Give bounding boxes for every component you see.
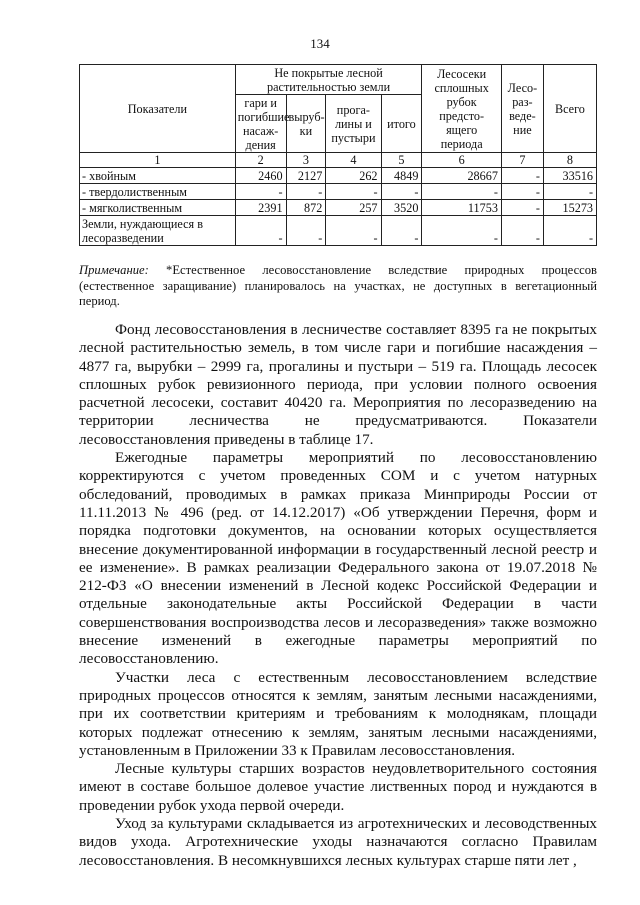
table-cell: - (326, 216, 381, 246)
column-number-row (80, 153, 597, 168)
paragraph: Участки леса с естественным лесовосстановлением вследствие природных процессов относятся к землям, занятым лесными насаждениями, при их соответствии критериям и требованиям к молоднякам, площади которых подлежат отнесению к землям, занятым лесными насаждениями, установленным в Приложении 33 к Правилам лесовосстановления. (79, 668, 597, 759)
col-number: 7 (501, 153, 543, 168)
header-total: итого (381, 95, 422, 153)
table-cell: 28667 (422, 168, 502, 184)
col-number: 3 (286, 153, 326, 168)
table-cell: - (235, 184, 286, 200)
table-cell: - (422, 216, 502, 246)
table-cell: - (501, 184, 543, 200)
table-row (80, 216, 597, 246)
col-number: 4 (326, 153, 381, 168)
paragraph: Уход за культурами складывается из агротехнических и лесоводственных видов ухода. Агротехнические уходы назначаются согласно Правилам лесовосстановления. В несомкнувшихся лесных культурах старше пяти лет , (79, 815, 597, 869)
col-number: 2 (235, 153, 286, 168)
table-cell: 33516 (543, 168, 596, 184)
table-cell: - (422, 184, 502, 200)
table-cell: 2460 (235, 168, 286, 184)
table-cell: - (235, 216, 286, 246)
table-cell: - (326, 184, 381, 200)
table-cell: - (501, 168, 543, 184)
header-afforestation: Лесо-раз-веде-ние (501, 65, 543, 153)
row-label: Земли, нуждающиеся в лесоразведении (80, 216, 236, 246)
table-cell: - (381, 184, 422, 200)
header-all: Всего (543, 65, 596, 153)
col-number: 6 (422, 153, 502, 168)
table-cell: 11753 (422, 200, 502, 216)
table-cell: 15273 (543, 200, 596, 216)
col-number: 8 (543, 153, 596, 168)
note-label: Примечание: (79, 263, 149, 277)
note-text: *Естественное лесовосстановление вследствие природных процессов (естественное заращивание) планировалось на участках, не доступных в вегетационный период. (79, 263, 597, 308)
table-note (79, 263, 597, 310)
reforestation-table (79, 64, 597, 246)
table-cell: 262 (326, 168, 381, 184)
table-cell: 4849 (381, 168, 422, 184)
table-cell: 3520 (381, 200, 422, 216)
table-cell: - (501, 216, 543, 246)
row-label: - хвойным (80, 168, 236, 184)
table-cell: - (501, 200, 543, 216)
table-cell: - (381, 216, 422, 246)
table-cell: - (286, 216, 326, 246)
table-cell: - (543, 184, 596, 200)
table-cell: 257 (326, 200, 381, 216)
header-cuts: выруб-ки (286, 95, 326, 153)
table-row (80, 200, 597, 216)
header-uncovered-lands: Не покрытые лесной растительностью земли (235, 65, 422, 95)
paragraph: Ежегодные параметры мероприятий по лесовосстановлению корректируются с учетом проведенных СОМ и с учетом натурных обследований, проводимых в рамках приказа Минприроды России от 11.11.2013 № 496 (ред. от 14.12.2017) «Об утверждении Перечня, форм и порядка подготовки документов, на основании которых осуществляется внесение документированной информации в государственный лесной реестр и ее изменение». В рамках реализации Федерального закона от 19.07.2018 № 212-ФЗ «О внесении изменений в Лесной кодекс Российской Федерации и отдельные законодательные акты Российской Федерации в части совершенствования воспроизводства лесов и лесоразведения» также возможно внесение изменений в ежегодные параметры мероприятий по лесовосстановлению. (79, 449, 597, 668)
col-number: 5 (381, 153, 422, 168)
header-indicators: Показатели (80, 65, 236, 153)
row-label: - твердолиственным (80, 184, 236, 200)
header-glades: прога-лины и пустыри (326, 95, 381, 153)
table-cell: 2391 (235, 200, 286, 216)
row-label: - мягколиственным (80, 200, 236, 216)
table-row (80, 168, 597, 184)
table-cell: 2127 (286, 168, 326, 184)
header-clearcut: Лесосеки сплошных рубок предсто-ящего периода (422, 65, 502, 153)
paragraph: Фонд лесовосстановления в лесничестве составляет 8395 га не покрытых лесной растительностью земель, в том числе гари и погибшие насаждения – 4877 га, вырубки – 2999 га, прогалины и пустыри – 519 га. Площадь лесосек сплошных рубок ревизионного периода, при условии полного освоения расчетной лесосеки, составит 40420 га. Мероприятия по лесоразведению на территории лесничества не предусматриваются. Показатели лесовосстановления приведены в таблице 17. (79, 321, 597, 448)
body-text (79, 321, 597, 870)
table-row (80, 184, 597, 200)
table-cell: - (286, 184, 326, 200)
header-burns: гари и погибшие насаж-дения (235, 95, 286, 153)
col-number: 1 (80, 153, 236, 168)
table-cell: - (543, 216, 596, 246)
paragraph: Лесные культуры старших возрастов неудовлетворительного состояния имеют в составе большое долевое участие лиственных пород и нуждаются в проведении рубок ухода первой очереди. (79, 760, 597, 814)
table-cell: 872 (286, 200, 326, 216)
page-number: 134 (310, 36, 330, 51)
